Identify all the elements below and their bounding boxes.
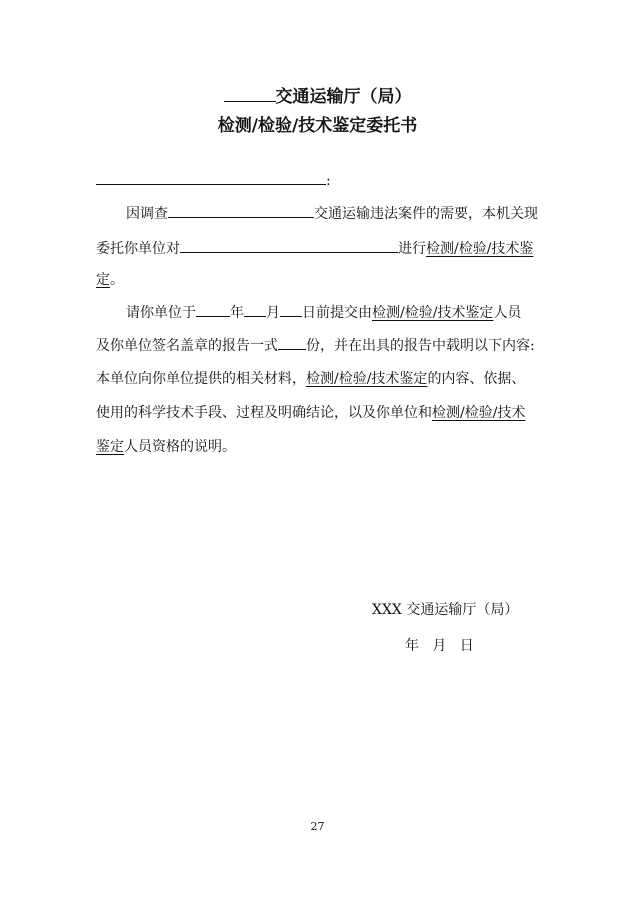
department-blank xyxy=(224,84,276,102)
addressee-blank xyxy=(96,170,326,185)
addressee-line xyxy=(96,170,331,191)
para2-text: 的内容、依据、 xyxy=(427,371,526,387)
copies-blank xyxy=(278,335,306,350)
para2-text: 人员资格的说明。 xyxy=(124,439,236,455)
case-name-blank xyxy=(168,203,314,218)
para1-line1 xyxy=(126,203,538,224)
para1-text: 。 xyxy=(110,272,124,288)
para2-line2 xyxy=(96,335,535,356)
para1-text: 因调查 xyxy=(126,206,168,222)
para2-text: 及你单位签名盖章的报告一式 xyxy=(96,338,278,354)
para2-text: 本单位向你单位提供的相关材料， xyxy=(96,371,306,387)
para2-text: 请你单位于 xyxy=(126,305,196,321)
day-blank xyxy=(280,302,302,317)
underlined-term: 检测/检验/技术鉴定 xyxy=(372,305,494,321)
para2-text: 使用的科学技术手段、过程及明确结论，以及你单位和 xyxy=(96,405,432,421)
underlined-term: 鉴定 xyxy=(96,439,124,455)
para2-line1 xyxy=(126,302,521,323)
department-suffix: 交通运输厅（局） xyxy=(275,87,412,107)
para2-text: 年 xyxy=(230,305,244,321)
para2-line4 xyxy=(96,403,525,423)
underlined-term: 检测/检验/技术鉴定 xyxy=(306,371,428,387)
year-blank xyxy=(196,302,230,317)
para1-line2 xyxy=(96,238,533,259)
underlined-term: 定 xyxy=(96,272,110,288)
para1-text: 交通运输违法案件的需要，本机关现 xyxy=(314,206,538,222)
para1-line3 xyxy=(96,270,124,290)
object-blank xyxy=(180,238,398,253)
para1-text: 委托你单位对 xyxy=(96,241,180,257)
para2-text: 份，并在出具的报告中载明以下内容: xyxy=(306,338,535,354)
issue-date: 年 月 日 xyxy=(405,638,474,654)
para2-text: 人员 xyxy=(493,305,522,321)
para2-line3 xyxy=(96,369,525,389)
para2-text: 日前提交由 xyxy=(302,305,372,321)
page-number: 27 xyxy=(310,820,325,833)
para2-text: 月 xyxy=(266,305,280,321)
para2-line5 xyxy=(96,437,236,457)
underlined-term: 检测/检验/技术鉴 xyxy=(426,241,534,257)
title-line-1 xyxy=(0,84,635,109)
underlined-term: 检测/检验/技术 xyxy=(432,405,526,421)
document-title: 检测/检验/技术鉴定委托书 xyxy=(217,116,418,136)
issuing-organization: XXX 交通运输厅（局） xyxy=(372,602,519,618)
month-blank xyxy=(244,302,266,317)
addressee-colon: : xyxy=(326,173,331,189)
para1-text: 进行 xyxy=(398,241,426,257)
